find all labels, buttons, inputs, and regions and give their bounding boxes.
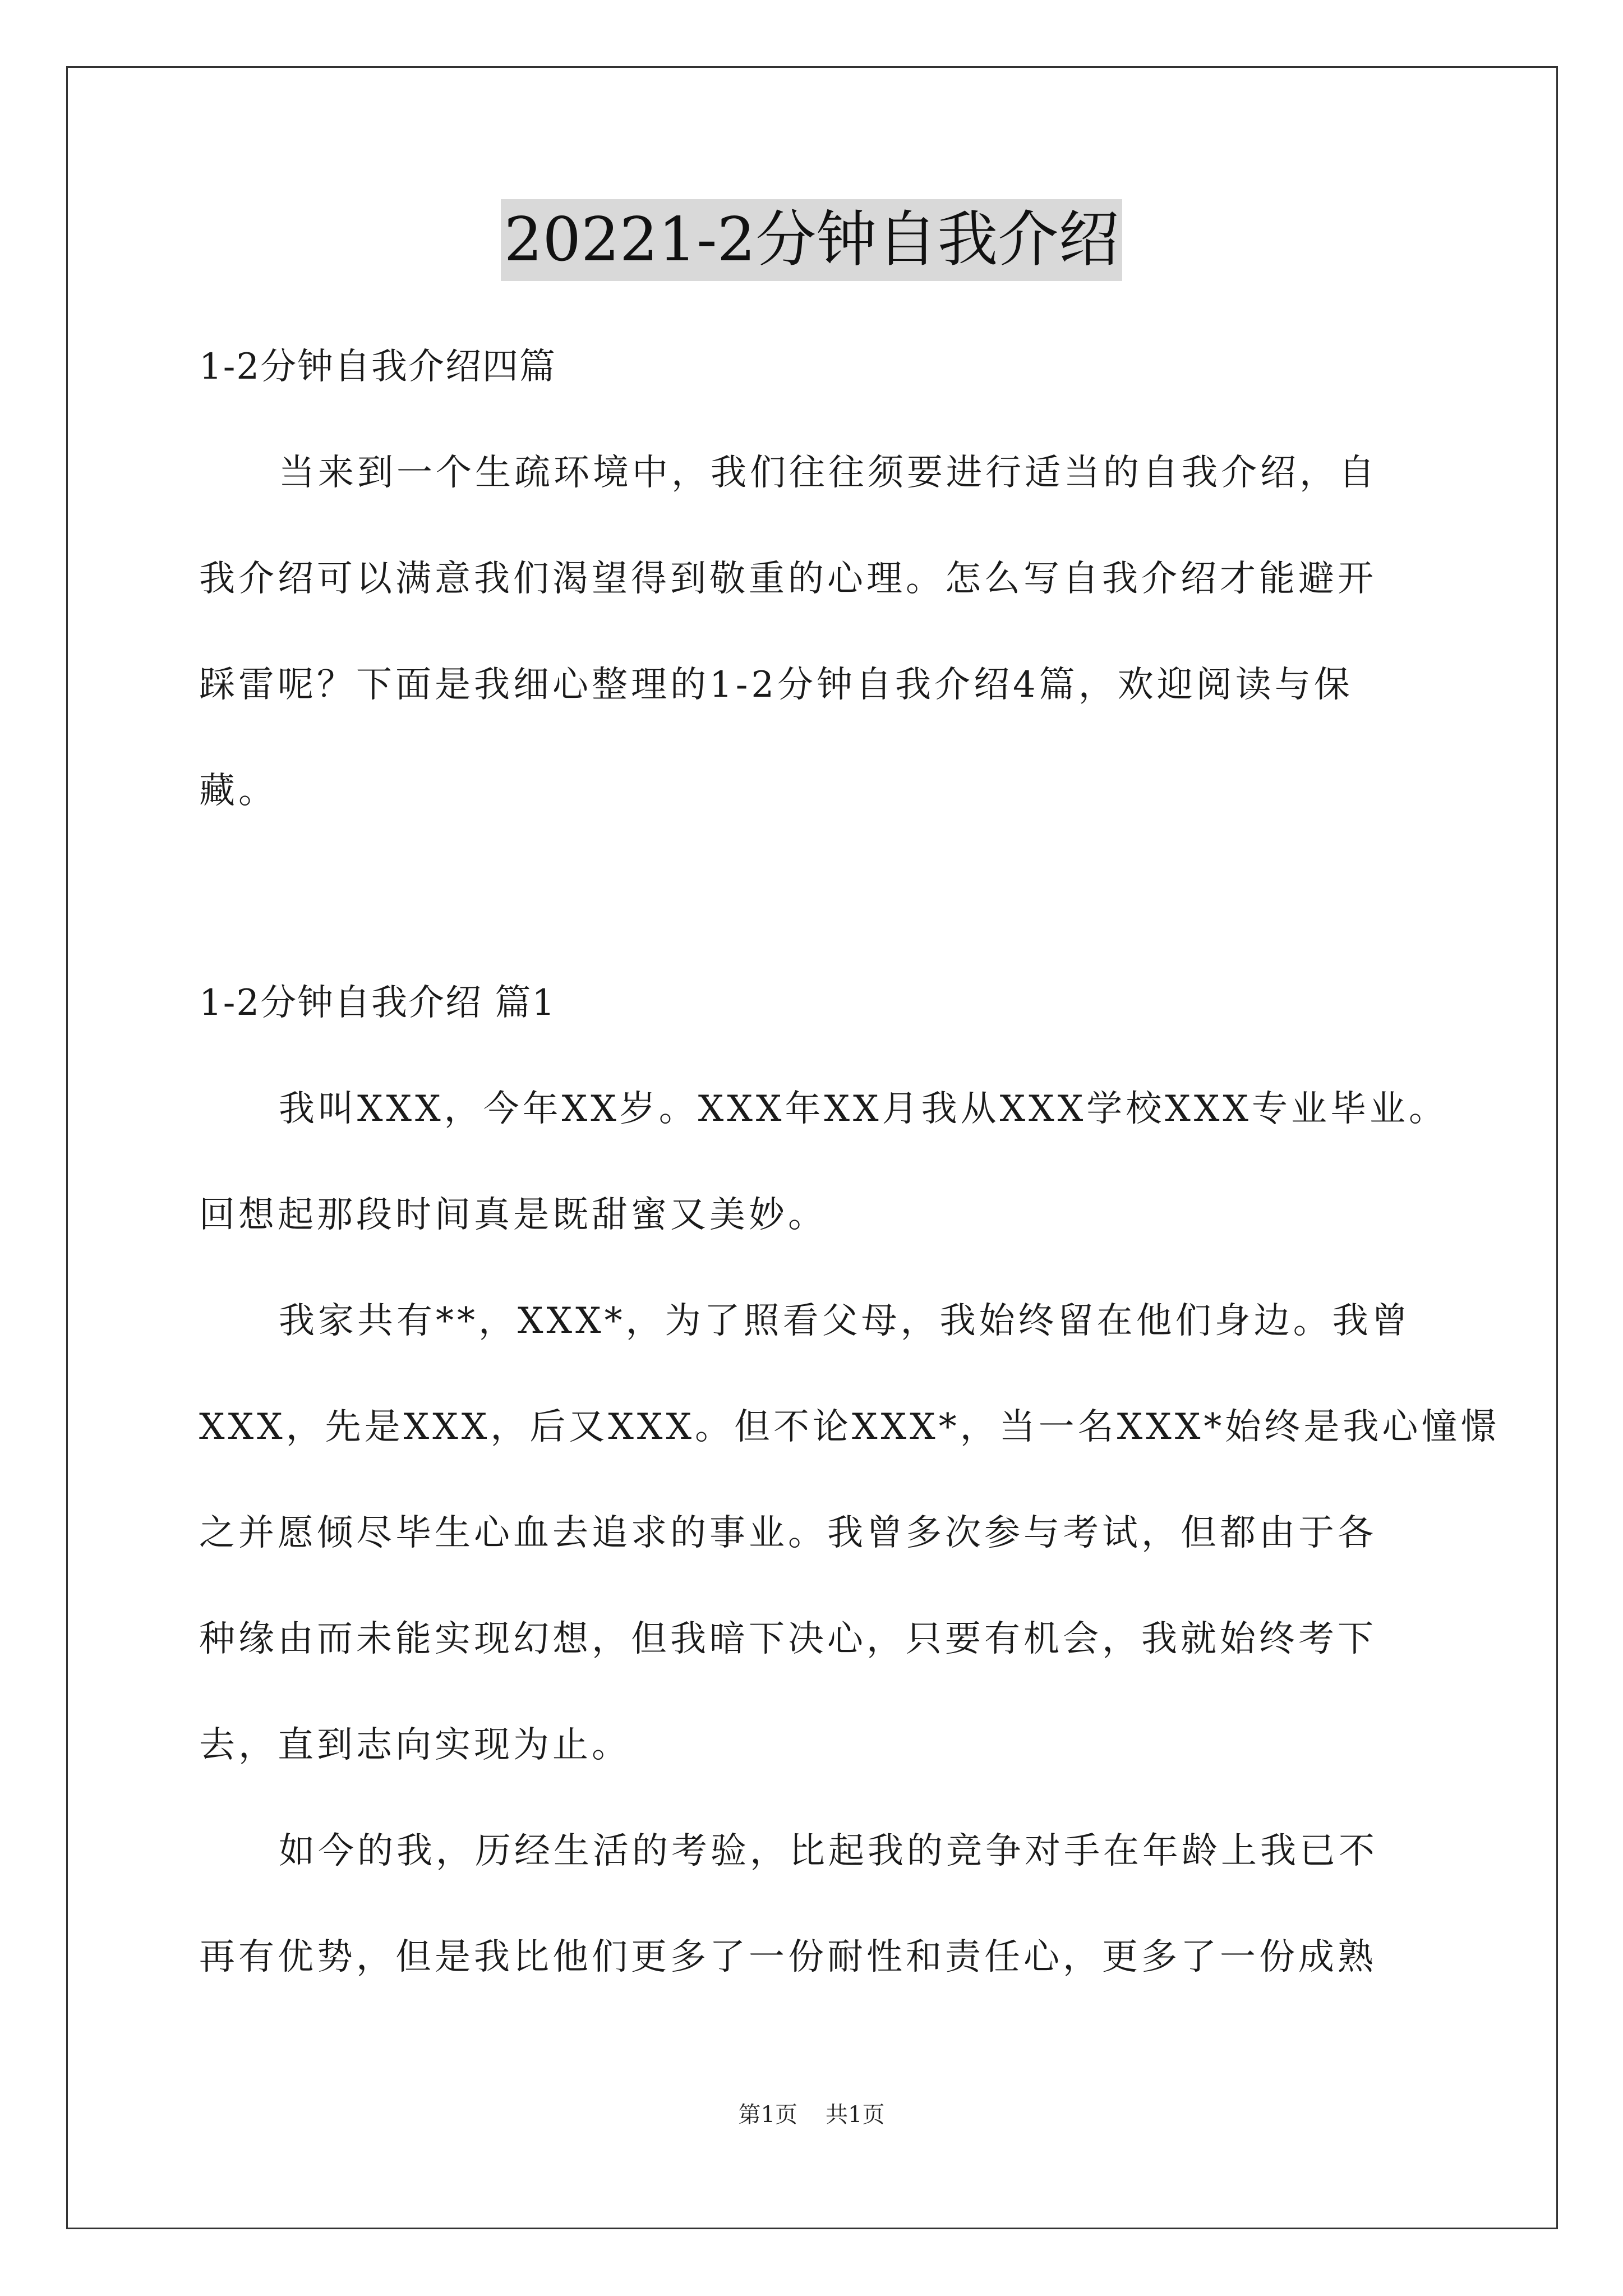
section-heading: 1-2分钟自我介绍 篇1	[199, 982, 556, 1024]
paragraph-line: 踩雷呢？下面是我细心整理的1-2分钟自我介绍4篇，欢迎阅读与保	[199, 664, 1353, 706]
document-title: 20221-2分钟自我介绍	[501, 199, 1123, 281]
document-body	[199, 314, 1500, 2010]
paragraph-line: 去，直到志向实现为止。	[199, 1724, 631, 1766]
section-heading: 1-2分钟自我介绍四篇	[199, 346, 557, 388]
paragraph-line: 回想起那段时间真是既甜蜜又美妙。	[199, 1194, 827, 1236]
paragraph-line: 当来到一个生疏环境中，我们往往须要进行适当的自我介绍，自	[279, 452, 1378, 494]
title-container	[0, 199, 1623, 281]
paragraph-line: 我家共有**，XXX*，为了照看父母，我始终留在他们身边。我曾	[279, 1300, 1411, 1342]
page-number-total: 共1页	[826, 2102, 885, 2128]
paragraph-line: 之并愿倾尽毕生心血去追求的事业。我曾多次参与考试，但都由于各	[199, 1512, 1377, 1554]
paragraph-line: 再有优势，但是我比他们更多了一份耐性和责任心，更多了一份成熟	[199, 1936, 1377, 1978]
paragraph-line: 如今的我，历经生活的考验，比起我的竞争对手在年龄上我已不	[279, 1830, 1378, 1872]
paragraph-spacer	[199, 844, 1450, 950]
page-footer	[0, 2098, 1623, 2132]
page-number-current: 第1页	[738, 2102, 797, 2128]
paragraph-line: 我介绍可以满意我们渴望得到敬重的心理。怎么写自我介绍才能避开	[199, 558, 1377, 600]
paragraph-line: 藏。	[199, 770, 278, 812]
paragraph-line: 种缘由而未能实现幻想，但我暗下决心，只要有机会，我就始终考下	[199, 1618, 1377, 1660]
paragraph-line: XXX，先是XXX，后又XXX。但不论XXX*，当一名XXX*始终是我心憧憬	[199, 1406, 1500, 1448]
paragraph-line: 我叫XXX，今年XX岁。XXX年XX月我从XXX学校XXX专业毕业。	[279, 1088, 1448, 1130]
